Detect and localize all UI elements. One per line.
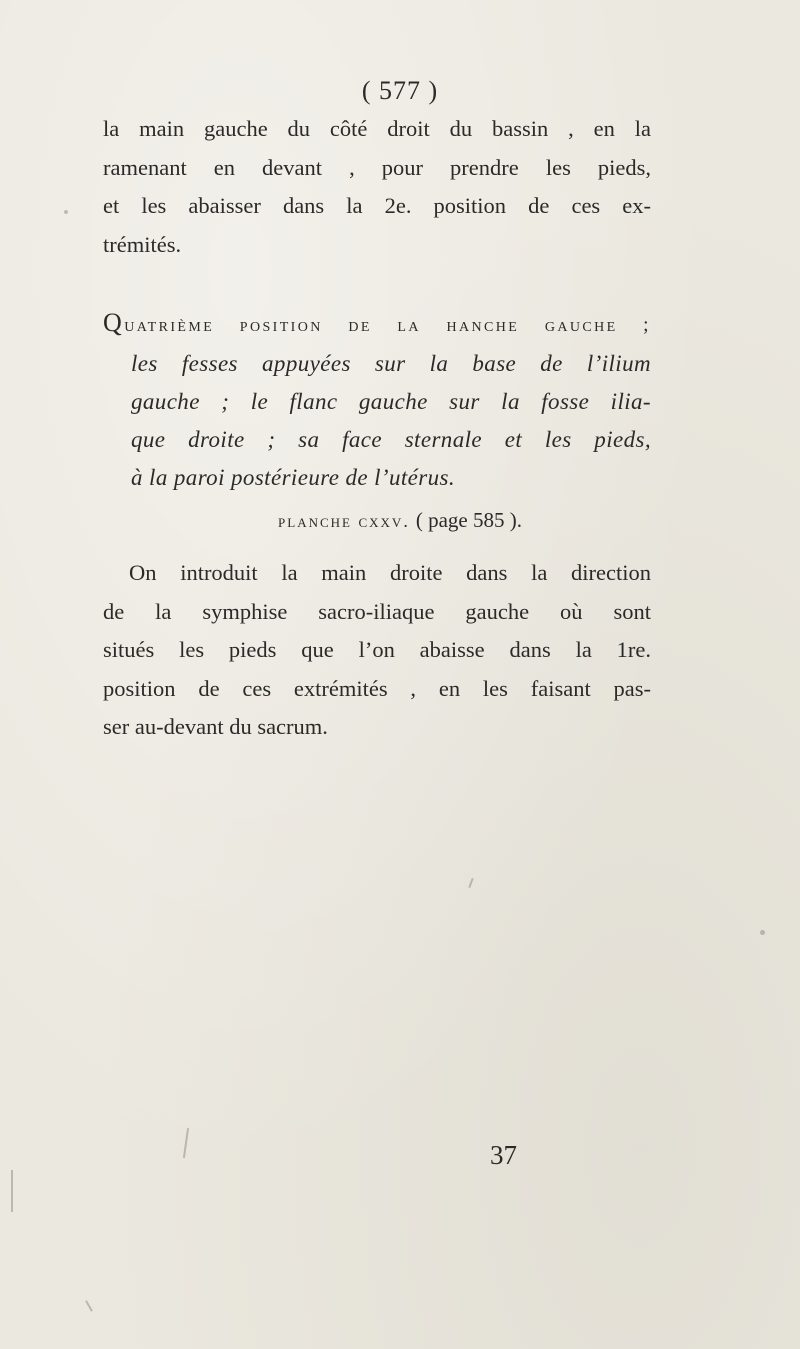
text-line: On introduit la main droite dans la direction [129,560,651,585]
plate-reference [0,508,800,533]
text-line: situés les pieds que l’on abaisse dans la 1re. [103,637,651,662]
paper-speck [85,1300,93,1311]
text-line: ramenant en devant , pour prendre les pieds, [103,154,651,180]
heading-initial: Q [103,308,125,337]
page-number: ( 577 ) [361,76,439,105]
text-line: trémités. [103,231,182,257]
heading-italic-line: gauche ; le flanc gauche sur la fosse ilia- [131,389,651,414]
paragraph-body [103,554,651,747]
text-line: position de ces extrémités , en les faisant pas- [103,675,651,701]
paper-speck [760,930,765,935]
signature-mark: 37 [490,1140,517,1170]
heading-italic-line: que droite ; sa face sternale et les pieds, [131,427,651,452]
text-line: et les abaisser dans la 2e. position de ces ex- [103,193,651,218]
paper-speck [468,878,473,888]
heading-italic-line: à la paroi postérieure de l’utérus. [131,465,456,490]
plate-label: planche cxxv. [278,511,410,531]
plate-page-ref: ( page 585 ). [415,508,522,532]
paper-speck [11,1170,13,1212]
text-line: ser au-devant du sacrum. [103,714,328,739]
paper-speck [183,1128,189,1158]
section-heading [103,304,651,497]
paper-speck [64,210,68,214]
text-line: la main gauche du côté droit du bassin , en la [103,116,651,141]
text-line: de la symphise sacro-iliaque gauche où sont [103,598,651,624]
heading-title [103,304,651,345]
heading-italic-line: les fesses appuyées sur la base de l’ilium [131,351,651,376]
heading-title-rest: uatrième position de la hanche gauche ; [124,315,651,336]
paragraph-continuation [103,110,651,264]
